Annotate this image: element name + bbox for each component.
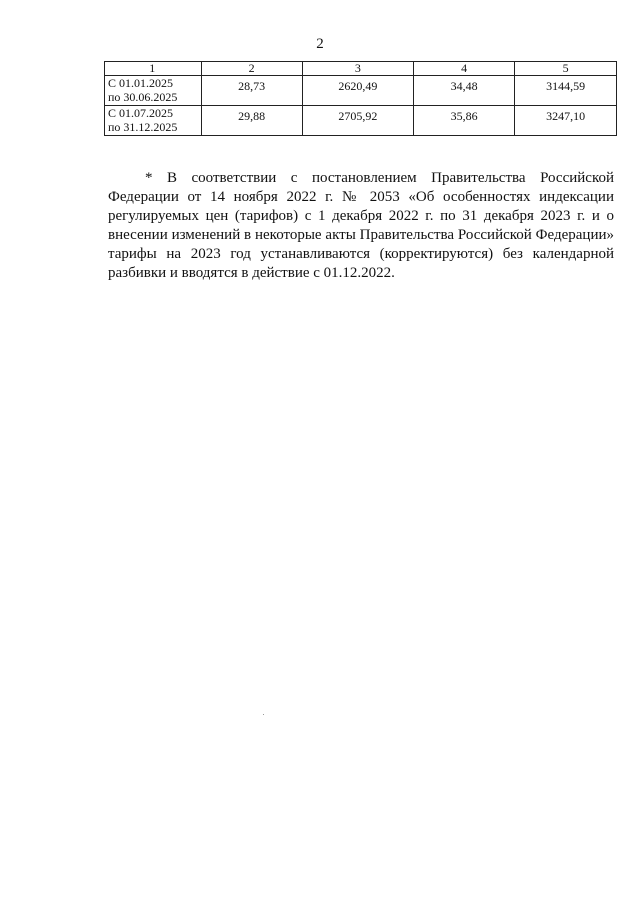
table-cell: [302, 106, 413, 136]
cell-value: 28,73: [238, 79, 266, 93]
table-row: [105, 106, 617, 136]
tariff-table: [104, 61, 617, 136]
table-cell: [414, 76, 515, 106]
cell-value: 2705,92: [338, 109, 378, 123]
table-cell: [201, 106, 302, 136]
column-header-2: 2: [201, 62, 302, 76]
cell-value: 3247,10: [546, 109, 586, 123]
column-header-5: 5: [515, 62, 617, 76]
table-cell: [515, 76, 617, 106]
period-to: по 30.06.2025: [108, 90, 178, 104]
table-cell: [414, 106, 515, 136]
page-number: 2: [316, 36, 324, 52]
cell-value: 3144,59: [546, 79, 586, 93]
column-header-3: 3: [302, 62, 413, 76]
period-cell: [105, 106, 202, 136]
cell-value: 34,48: [450, 79, 478, 93]
period-from: С 01.07.2025: [108, 106, 174, 120]
table-cell: [515, 106, 617, 136]
footnote-paragraph: * В соответствии с постановлением Правительства Российской Федерации от 14 ноября 2022 г. № 2053 «Об особенностях индексации регулируемых цен (тарифов) с 1 декабря 2022 г. по 31 декабря 2023 г. и о внесении изменений в некоторые акты Правительства Российской Федерации» тарифы на 2023 год устанавливаются (корректируются) без календарной разбивки и вводятся в действие с 01.12.2022.: [108, 170, 614, 281]
period-cell: [105, 76, 202, 106]
table-cell: [201, 76, 302, 106]
cell-value: 29,88: [238, 109, 266, 123]
cell-value: 35,86: [450, 109, 478, 123]
column-header-4: 4: [414, 62, 515, 76]
table-row: [105, 76, 617, 106]
scan-artifact: [263, 714, 264, 715]
table-cell: [302, 76, 413, 106]
cell-value: 2620,49: [338, 79, 378, 93]
column-header-1: 1: [105, 62, 202, 76]
period-from: С 01.01.2025: [108, 76, 174, 90]
period-to: по 31.12.2025: [108, 120, 178, 134]
table-header-row: [105, 62, 617, 76]
